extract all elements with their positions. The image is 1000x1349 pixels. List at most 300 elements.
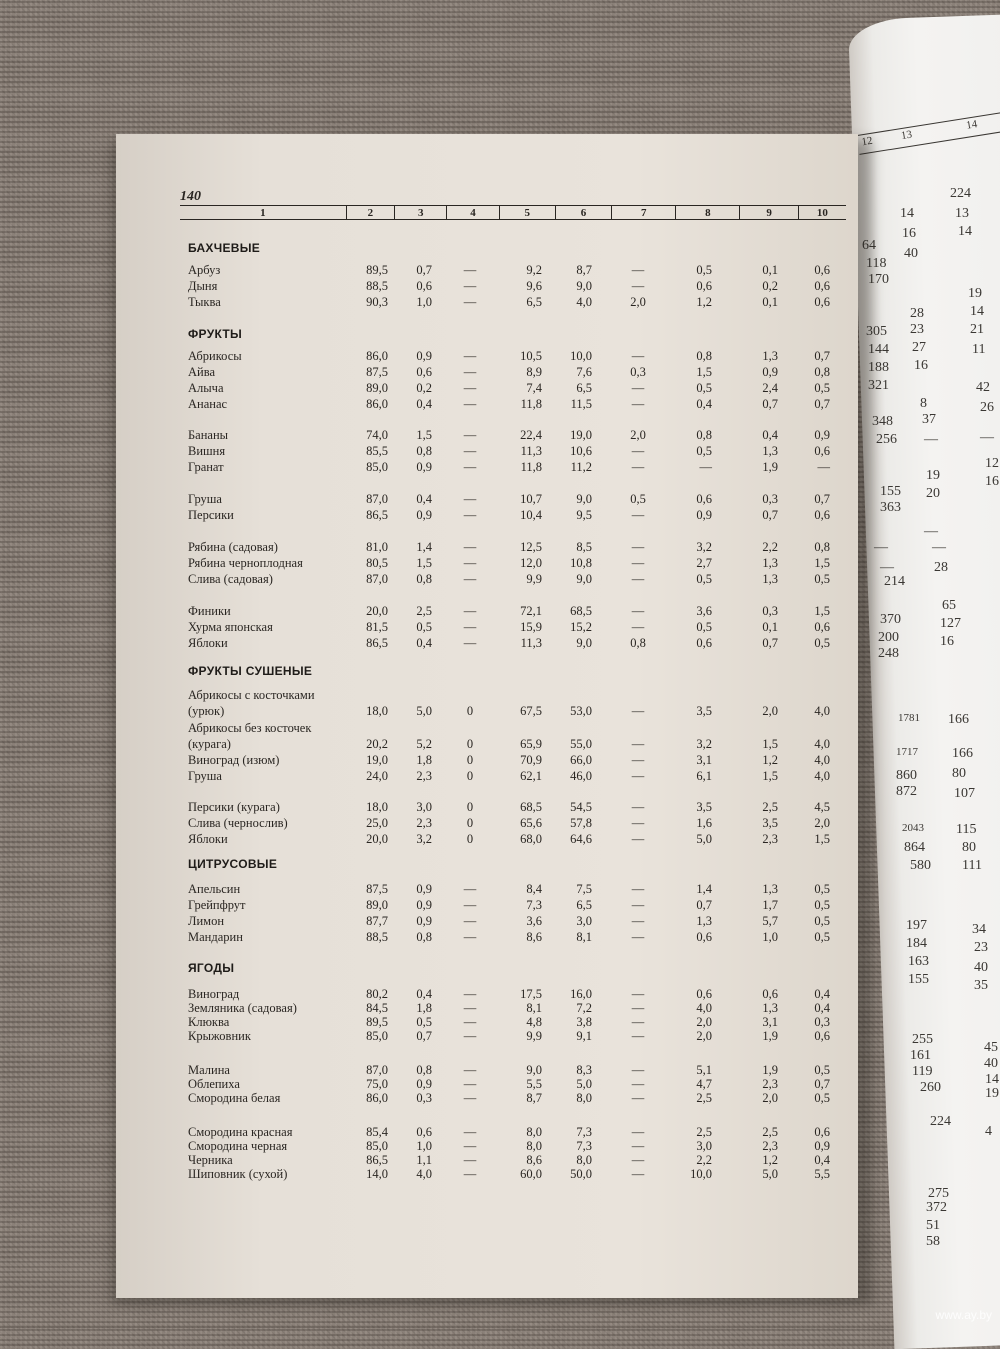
cell-c6: 10,6 [570,444,592,458]
cell-c10: 4,0 [814,704,830,718]
cell-c8: 2,0 [696,1029,712,1043]
cell-c3: 0,9 [416,898,432,912]
cell-c7: — [631,704,645,718]
cell-c8: 0,6 [696,279,712,293]
cell-c6: 6,5 [576,898,592,912]
facing-page-number: 305 [866,324,887,339]
cell-c6: 9,0 [576,279,592,293]
facing-page-number: 23 [974,940,988,955]
facing-page-number: 64 [862,238,876,253]
cell-c3: 1,8 [416,1001,432,1015]
cell-c9: 2,3 [762,1077,778,1091]
product-name: Абрикосы без косточек [188,721,312,735]
cell-c2: 86,0 [366,349,388,363]
cell-c2: 20,0 [366,832,388,846]
table-row [0,263,1000,277]
facing-page-number: 155 [908,972,929,987]
cell-c4: — [463,1029,477,1043]
cell-c7: 0,8 [630,636,646,650]
cell-c3: 1,5 [416,428,432,442]
cell-c4: — [463,1015,477,1029]
cell-c9: 5,0 [762,1167,778,1181]
facing-page-number: 1717 [896,746,918,758]
cell-c5: 68,5 [520,800,542,814]
cell-c10: 0,7 [814,1077,830,1091]
cell-c8: 0,6 [696,492,712,506]
facing-page-number: — [924,432,938,447]
cell-c9: 1,5 [762,737,778,751]
table-row [0,1063,1000,1077]
facing-page-number: 188 [868,360,889,375]
cell-c6: 55,0 [570,737,592,751]
cell-c9: 2,5 [762,800,778,814]
cell-c6: 10,0 [570,349,592,363]
cell-c10: 0,8 [814,540,830,554]
table-row [0,365,1000,379]
cell-c7: — [631,349,645,363]
facing-page-number: 197 [906,918,927,933]
cell-c6: 57,8 [570,816,592,830]
cell-c9: 1,0 [762,930,778,944]
product-name: Вишня [188,444,226,458]
cell-c3: 0,8 [416,444,432,458]
cell-c7: — [631,1091,645,1105]
cell-c8: 0,6 [696,636,712,650]
facing-page-number: 23 [910,322,924,337]
cell-c5: 72,1 [520,604,542,618]
facing-page-number: 256 [876,432,897,447]
product-name: Смородина черная [188,1139,288,1153]
facing-page-number: — [880,560,894,575]
cell-c9: 1,5 [762,769,778,783]
cell-c2: 89,5 [366,263,388,277]
cell-c10: 0,5 [814,381,830,395]
cell-c7: — [631,930,645,944]
facing-page-number: 42 [976,380,990,395]
facing-page-number: 200 [878,630,899,645]
cell-c3: 2,3 [416,769,432,783]
cell-c8: 2,7 [696,556,712,570]
facing-header-col: 12 [860,134,874,149]
cell-c4: — [463,930,477,944]
cell-c2: 20,0 [366,604,388,618]
header-col: 4 [446,206,498,219]
facing-page-number: 107 [954,786,975,801]
cell-c3: 3,0 [416,800,432,814]
cell-c10: 0,6 [814,295,830,309]
facing-header-col: 14 [965,118,979,132]
cell-c10: 0,6 [814,620,830,634]
facing-page-number: 19 [968,286,982,301]
cell-c3: 2,3 [416,816,432,830]
facing-page-number: 80 [962,840,976,855]
product-name: Апельсин [188,882,241,896]
cell-c2: 87,7 [366,914,388,928]
table-row-continued [0,688,1000,702]
cell-c9: 1,2 [762,753,778,767]
cell-c6: 3,0 [576,914,592,928]
cell-c7: — [631,460,645,474]
facing-page-number: 170 [868,272,889,287]
cell-c5: 7,4 [526,381,542,395]
product-name: (урюк) [188,704,225,718]
cell-c10: 1,5 [814,556,830,570]
cell-c6: 8,3 [576,1063,592,1077]
cell-c6: 10,8 [570,556,592,570]
header-col: 8 [675,206,739,219]
table-row [0,882,1000,896]
product-name: Алыча [188,381,224,395]
cell-c7: — [631,620,645,634]
table-row [0,1125,1000,1139]
facing-page-number: 21 [970,322,984,337]
cell-c5: 5,5 [526,1077,542,1091]
facing-page-number: 224 [950,186,971,201]
cell-c5: 10,5 [520,349,542,363]
cell-c3: 0,4 [416,492,432,506]
cell-c10: 0,4 [814,1153,830,1167]
cell-c8: 0,5 [696,620,712,634]
product-name: Дыня [188,279,218,293]
table-row [0,295,1000,309]
table-row [0,1167,1000,1181]
cell-c2: 81,5 [366,620,388,634]
table-row [0,572,1000,586]
cell-c6: 7,3 [576,1139,592,1153]
product-name: Лимон [188,914,225,928]
product-name: Финики [188,604,231,618]
table-row [0,930,1000,944]
cell-c8: 0,9 [696,508,712,522]
cell-c9: 0,1 [762,620,778,634]
product-name: Смородина белая [188,1091,281,1105]
cell-c2: 89,5 [366,1015,388,1029]
cell-c7: — [631,556,645,570]
cell-c3: 0,8 [416,1063,432,1077]
cell-c5: 17,5 [520,987,542,1001]
cell-c4: — [463,1139,477,1153]
cell-c5: 10,7 [520,492,542,506]
cell-c4: — [463,914,477,928]
table-row [0,769,1000,783]
product-name: Крыжовник [188,1029,251,1043]
cell-c10: 0,5 [814,914,830,928]
cell-c9: 1,9 [762,1029,778,1043]
cell-c7: — [631,572,645,586]
facing-page-number: 14 [985,1072,999,1087]
cell-c9: 1,2 [762,1153,778,1167]
cell-c4: — [463,636,477,650]
cell-c4: 0 [466,800,474,814]
facing-page-number: 275 [928,1186,949,1201]
facing-page-number: 248 [878,646,899,661]
cell-c4: — [463,572,477,586]
table-row [0,816,1000,830]
cell-c3: 1,4 [416,540,432,554]
cell-c10: 4,0 [814,753,830,767]
cell-c9: 0,7 [762,508,778,522]
cell-c8: 2,0 [696,1015,712,1029]
table-row [0,508,1000,522]
product-name: Смородина красная [188,1125,293,1139]
facing-page-number: 14 [900,206,914,221]
cell-c4: — [463,349,477,363]
cell-c5: 8,0 [526,1139,542,1153]
cell-c7: — [631,397,645,411]
section-title: ФРУКТЫ [188,327,243,341]
cell-c2: 85,0 [366,460,388,474]
facing-page-number: 20 [926,486,940,501]
cell-c5: 3,6 [526,914,542,928]
facing-page-number: 163 [908,954,929,969]
cell-c10: 4,0 [814,737,830,751]
cell-c5: 11,8 [520,397,542,411]
facing-page-number: 118 [866,256,887,271]
product-name: Гранат [188,460,224,474]
product-name: Шиповник (сухой) [188,1167,288,1181]
cell-c8: 4,7 [696,1077,712,1091]
facing-page-number: 155 [880,484,901,499]
product-name: Виноград [188,987,240,1001]
cell-c4: — [463,620,477,634]
facing-page-number: 19 [985,1086,999,1101]
table-row [0,1091,1000,1105]
product-name: (курага) [188,737,231,751]
cell-c9: 0,1 [762,295,778,309]
facing-page-number: 8 [920,396,927,411]
cell-c2: 14,0 [366,1167,388,1181]
cell-c9: 2,0 [762,704,778,718]
cell-c3: 0,8 [416,930,432,944]
cell-c7: — [631,800,645,814]
table-row [0,556,1000,570]
cell-c2: 86,5 [366,508,388,522]
cell-c7: — [631,816,645,830]
cell-c5: 12,5 [520,540,542,554]
cell-c10: 0,9 [814,1139,830,1153]
header-col: 2 [346,206,394,219]
cell-c3: 0,9 [416,460,432,474]
cell-c8: 1,3 [696,914,712,928]
cell-c7: — [631,753,645,767]
cell-c3: 0,9 [416,349,432,363]
cell-c8: 0,8 [696,428,712,442]
cell-c5: 62,1 [520,769,542,783]
product-name: Груша [188,769,222,783]
cell-c2: 20,2 [366,737,388,751]
cell-c9: 2,3 [762,832,778,846]
cell-c9: 1,3 [762,1001,778,1015]
cell-c7: — [631,832,645,846]
cell-c7: 0,5 [630,492,646,506]
cell-c6: 9,1 [576,1029,592,1043]
facing-page-number: 127 [940,616,961,631]
facing-page-number: — [874,540,888,555]
product-name: Земляника (садовая) [188,1001,297,1015]
cell-c10: 1,5 [814,832,830,846]
cell-c2: 89,0 [366,898,388,912]
cell-c2: 88,5 [366,279,388,293]
cell-c3: 0,4 [416,987,432,1001]
cell-c5: 11,3 [520,636,542,650]
cell-c9: 0,4 [762,428,778,442]
cell-c2: 87,5 [366,365,388,379]
product-name: Персики [188,508,234,522]
cell-c7: — [631,540,645,554]
cell-c8: 1,4 [696,882,712,896]
cell-c7: — [631,604,645,618]
cell-c9: 0,7 [762,636,778,650]
cell-c5: 4,8 [526,1015,542,1029]
table-row [0,540,1000,554]
cell-c4: — [463,365,477,379]
facing-page-number: 184 [906,936,927,951]
cell-c4: 0 [466,816,474,830]
cell-c3: 1,5 [416,556,432,570]
cell-c7: — [631,987,645,1001]
cell-c6: 19,0 [570,428,592,442]
cell-c9: 5,7 [762,914,778,928]
cell-c4: — [463,1001,477,1015]
cell-c8: 3,2 [696,540,712,554]
facing-page-number: 2043 [902,822,924,834]
cell-c6: 11,5 [570,397,592,411]
facing-page-number: 161 [910,1048,931,1063]
cell-c10: 0,5 [814,930,830,944]
cell-c4: — [463,460,477,474]
cell-c10: 0,3 [814,1015,830,1029]
table-row [0,914,1000,928]
facing-page-number: 28 [910,306,924,321]
cell-c4: — [463,898,477,912]
cell-c5: 15,9 [520,620,542,634]
facing-page-number: 321 [868,378,889,393]
table-row [0,1077,1000,1091]
facing-page-number: 27 [912,340,926,355]
cell-c3: 0,6 [416,1125,432,1139]
cell-c10: 0,7 [814,397,830,411]
cell-c5: 65,9 [520,737,542,751]
cell-c4: 0 [466,753,474,767]
facing-page-number: 19 [926,468,940,483]
cell-c10: — [817,460,830,474]
product-name: Грейпфрут [188,898,246,912]
cell-c2: 25,0 [366,816,388,830]
product-name: Слива (садовая) [188,572,273,586]
cell-c2: 18,0 [366,800,388,814]
table-row-continued [0,721,1000,735]
cell-c4: — [463,381,477,395]
cell-c8: 0,8 [696,349,712,363]
cell-c8: 0,7 [696,898,712,912]
product-name: Рябина черноплодная [188,556,303,570]
cell-c3: 3,2 [416,832,432,846]
cell-c7: — [631,1029,645,1043]
table-header [180,205,846,220]
cell-c3: 0,9 [416,1077,432,1091]
cell-c9: 1,9 [762,460,778,474]
cell-c5: 22,4 [520,428,542,442]
cell-c10: 0,6 [814,279,830,293]
cell-c4: 0 [466,737,474,751]
cell-c4: — [463,444,477,458]
facing-page-number: 166 [952,746,973,761]
header-col: 1 [260,206,266,219]
facing-page-number: 214 [884,574,905,589]
cell-c5: 67,5 [520,704,542,718]
cell-c2: 85,0 [366,1139,388,1153]
cell-c2: 24,0 [366,769,388,783]
cell-c4: 0 [466,704,474,718]
cell-c10: 0,7 [814,349,830,363]
table-row [0,1139,1000,1153]
section-title: БАХЧЕВЫЕ [188,241,261,255]
cell-c3: 0,5 [416,620,432,634]
cell-c6: 8,7 [576,263,592,277]
cell-c2: 86,0 [366,397,388,411]
cell-c9: 1,3 [762,882,778,896]
product-name: Абрикосы [188,349,242,363]
cell-c6: 66,0 [570,753,592,767]
cell-c9: 2,5 [762,1125,778,1139]
facing-page-number: 40 [974,960,988,975]
cell-c3: 0,8 [416,572,432,586]
cell-c8: 10,0 [690,1167,712,1181]
cell-c6: 46,0 [570,769,592,783]
cell-c5: 8,6 [526,1153,542,1167]
cell-c8: — [699,460,712,474]
table-row [0,1001,1000,1015]
cell-c9: 0,6 [762,987,778,1001]
cell-c9: 2,3 [762,1139,778,1153]
product-name: Мандарин [188,930,243,944]
cell-c9: 1,3 [762,349,778,363]
cell-c7: — [631,1015,645,1029]
cell-c4: — [463,882,477,896]
facing-page-number: 16 [940,634,954,649]
cell-c10: 1,5 [814,604,830,618]
cell-c4: — [463,428,477,442]
cell-c10: 0,6 [814,1029,830,1043]
cell-c9: 1,7 [762,898,778,912]
cell-c7: 2,0 [630,295,646,309]
table-row [0,620,1000,634]
cell-c3: 0,9 [416,914,432,928]
cell-c6: 64,6 [570,832,592,846]
cell-c2: 81,0 [366,540,388,554]
cell-c3: 0,3 [416,1091,432,1105]
section-title: ФРУКТЫ СУШЕНЫЕ [188,664,313,678]
cell-c9: 2,4 [762,381,778,395]
cell-c4: 0 [466,769,474,783]
facing-page-number: 144 [868,342,889,357]
product-name: Малина [188,1063,230,1077]
cell-c3: 4,0 [416,1167,432,1181]
cell-c4: — [463,1091,477,1105]
table-row [0,987,1000,1001]
cell-c6: 53,0 [570,704,592,718]
facing-page-number: 864 [904,840,925,855]
table-row [0,1153,1000,1167]
cell-c4: — [463,1077,477,1091]
cell-c2: 87,0 [366,1063,388,1077]
cell-c6: 68,5 [570,604,592,618]
table-row [0,349,1000,363]
cell-c6: 8,0 [576,1153,592,1167]
facing-page-number: 4 [985,1124,992,1139]
cell-c7: — [631,1001,645,1015]
cell-c2: 86,0 [366,1091,388,1105]
